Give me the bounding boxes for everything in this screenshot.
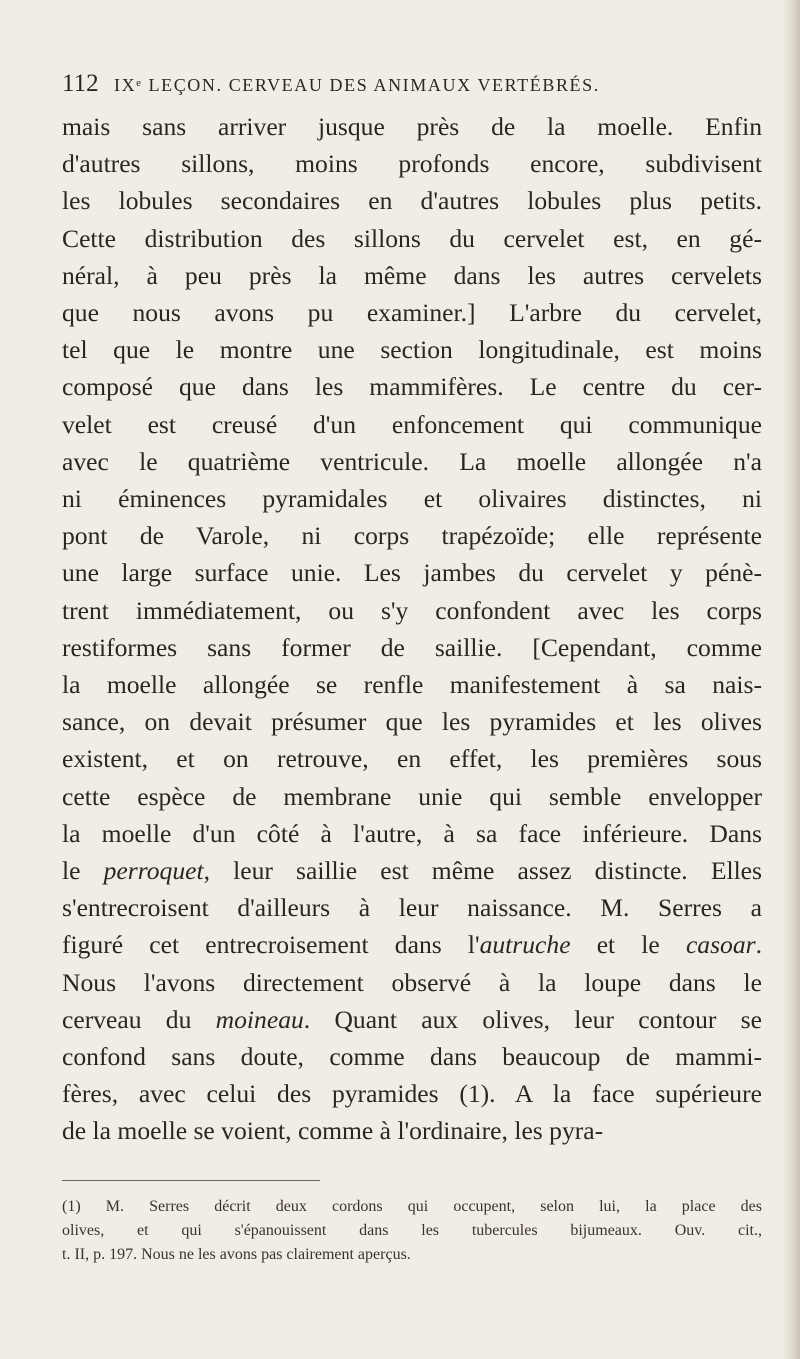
text-line: Nous l'avons directement observé à la loupe dans le bbox=[62, 967, 762, 997]
text-line: sance, on devait présumer que les pyramides et les olives bbox=[62, 707, 762, 737]
text-line: velet est creusé d'un enfoncement qui communique bbox=[62, 409, 762, 439]
text-line: la moelle d'un côté à l'autre, à sa face inférieure. Dans bbox=[62, 818, 762, 848]
page-number: 112 bbox=[62, 70, 99, 97]
text-line: trent immédiatement, ou s'y confondent avec les corps bbox=[62, 595, 762, 625]
text-line: mais sans arriver jusque près de la moelle. Enfin bbox=[62, 112, 762, 141]
book-page bbox=[62, 70, 762, 1267]
footnote-rule bbox=[62, 1180, 320, 1181]
text-line: la moelle allongée se renfle manifestement à sa nais- bbox=[62, 670, 762, 700]
text-line: de la moelle se voient, comme à l'ordinaire, les pyra- bbox=[62, 1116, 604, 1146]
text-line: cette espèce de membrane unie qui semble envelopper bbox=[62, 781, 762, 811]
footnote bbox=[62, 1195, 762, 1267]
running-head: IXᵉ LEÇON. CERVEAU DES ANIMAUX VERTÉBRÉS. bbox=[114, 75, 600, 95]
text-line: pont de Varole, ni corps trapézoïde; elle représente bbox=[62, 521, 762, 551]
text-line: ni éminences pyramidales et olivaires distinctes, ni bbox=[62, 484, 762, 514]
text-line: s'entrecroisent d'ailleurs à leur naissance. M. Serres a bbox=[62, 893, 762, 923]
text-line: figuré cet entrecroisement dans l'autruche et le casoar. bbox=[62, 930, 763, 960]
text-line: d'autres sillons, moins profonds encore, subdivisent bbox=[62, 149, 762, 179]
text-line: néral, à peu près la même dans les autres cervelets bbox=[62, 260, 762, 290]
text-line: existent, et on retrouve, en effet, les premières sous bbox=[62, 744, 762, 774]
text-line: restiformes sans former de saillie. [Cependant, comme bbox=[62, 632, 762, 662]
text-line: tel que le montre une section longitudinale, est moins bbox=[62, 335, 762, 365]
page-header bbox=[62, 70, 762, 110]
page-edge-shadow bbox=[782, 0, 800, 1359]
text-line: fères, avec celui des pyramides (1). A la face supérieure bbox=[62, 1079, 762, 1109]
text-line: les lobules secondaires en d'autres lobules plus petits. bbox=[62, 186, 762, 216]
text-line: le perroquet, leur saillie est même assez distincte. Elles bbox=[62, 856, 762, 886]
text-line: avec le quatrième ventricule. La moelle allongée n'a bbox=[62, 446, 762, 476]
footnote-line: olives, et qui s'épanouissent dans les tubercules bijumeaux. Ouv. cit., bbox=[62, 1221, 762, 1239]
footnote-line: (1) M. Serres décrit deux cordons qui occupent, selon lui, la place des bbox=[62, 1197, 762, 1215]
footnote-line: t. II, p. 197. Nous ne les avons pas clairement aperçus. bbox=[62, 1245, 411, 1263]
text-line: Cette distribution des sillons du cervelet est, en gé- bbox=[62, 223, 762, 253]
text-line: que nous avons pu examiner.] L'arbre du cervelet, bbox=[62, 298, 762, 328]
text-line: une large surface unie. Les jambes du cervelet y pénè- bbox=[62, 558, 762, 588]
text-line: confond sans doute, comme dans beaucoup de mammi- bbox=[62, 1042, 762, 1072]
text-line: cerveau du moineau. Quant aux olives, leur contour se bbox=[62, 1004, 762, 1034]
text-line: composé que dans les mammifères. Le centre du cer- bbox=[62, 372, 762, 402]
body-text bbox=[62, 108, 762, 1150]
